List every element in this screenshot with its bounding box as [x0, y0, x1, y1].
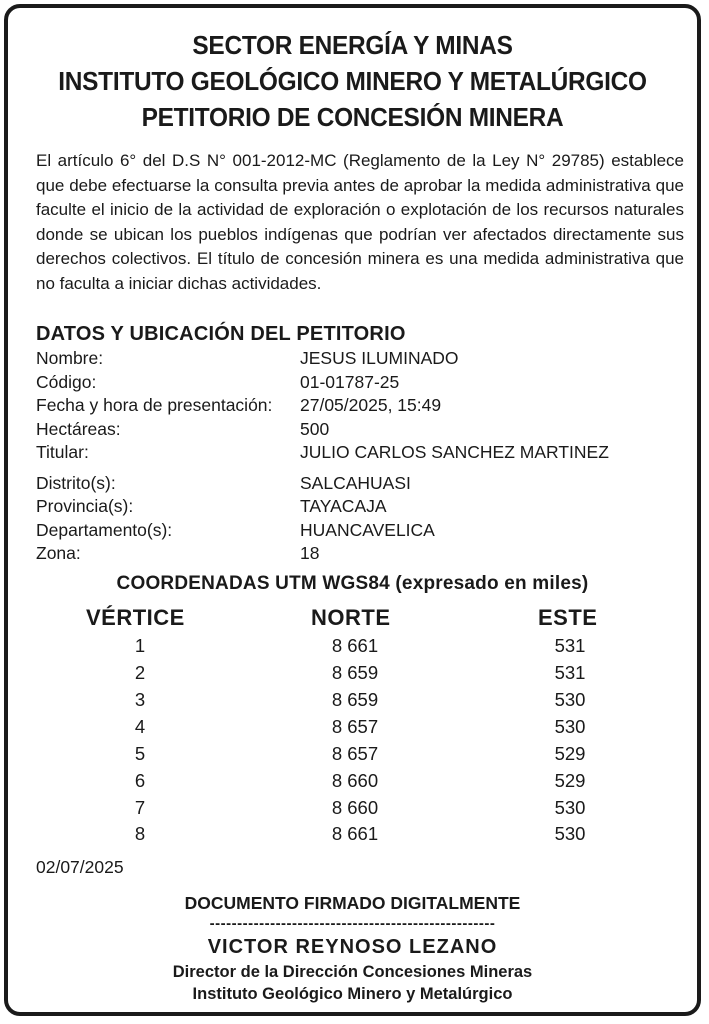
vertex-cell: 1	[134, 635, 146, 656]
field-value-titular: JULIO CARLOS SANCHEZ MARTINEZ	[300, 442, 609, 462]
header-institute: INSTITUTO GEOLÓGICO MINERO Y METALÚRGICO	[58, 66, 647, 96]
norte-cell: 8 659	[331, 662, 379, 683]
field-value-hectareas: 500	[300, 419, 330, 439]
este-cell: 530	[554, 689, 586, 710]
norte-cell: 8 659	[331, 689, 379, 710]
field-value-zona: 18	[300, 543, 320, 563]
vertex-cell: 4	[134, 716, 146, 737]
field-value-fecha: 27/05/2025, 15:49	[300, 395, 442, 415]
field-value-codigo: 01-01787-25	[300, 372, 400, 392]
coordinates-title: COORDENADAS UTM WGS84 (expresado en miles)	[116, 573, 589, 594]
field-label-zona: Zona:	[36, 543, 81, 563]
vertex-cell: 3	[134, 689, 146, 710]
field-value-departamento: HUANCAVELICA	[300, 520, 435, 540]
digital-signature-note: DOCUMENTO FIRMADO DIGITALMENTE	[184, 893, 521, 913]
field-value-distrito: SALCAHUASI	[300, 473, 411, 493]
este-cell: 529	[554, 770, 586, 791]
signer-name: VICTOR REYNOSO LEZANO	[207, 936, 498, 958]
notice-frame	[4, 4, 701, 1016]
field-label-distrito: Distrito(s):	[36, 473, 116, 493]
signer-institution: Instituto Geológico Minero y Metalúrgico	[192, 985, 513, 1003]
este-cell: 530	[554, 797, 586, 818]
norte-cell: 8 657	[331, 743, 379, 764]
norte-cell: 8 661	[331, 635, 379, 656]
este-cell: 530	[554, 716, 586, 737]
field-label-provincia: Provincia(s):	[36, 496, 134, 516]
publication-date: 02/07/2025	[36, 857, 124, 877]
field-label-titular: Titular:	[36, 442, 89, 462]
field-value-provincia: TAYACAJA	[300, 496, 387, 516]
norte-cell: 8 661	[331, 823, 379, 844]
intro-paragraph: El artículo 6° del D.S N° 001-2012-MC (Reglamento de la Ley N° 29785) establece que debe efectuarse la consulta previa antes de aprobar la medida administrativa que faculte el inicio de la actividad de exploración o explotación de los recursos naturales donde se ubican los pueblos indígenas que podrían ver afectados directamente sus derechos colectivos. El título de concesión minera es una medida administrativa que no faculta a iniciar dichas actividades.	[36, 151, 684, 293]
vertex-cell: 6	[134, 770, 146, 791]
este-cell: 530	[554, 823, 586, 844]
column-header-vertice: VÉRTICE	[86, 605, 185, 630]
este-cell: 531	[554, 662, 586, 683]
vertex-cell: 2	[134, 662, 146, 683]
field-label-fecha: Fecha y hora de presentación:	[36, 395, 273, 415]
signature-line: ----------------------------------------------------	[209, 915, 496, 932]
field-value-nombre: JESUS ILUMINADO	[300, 348, 459, 368]
field-label-departamento: Departamento(s):	[36, 520, 173, 540]
field-label-nombre: Nombre:	[36, 348, 104, 368]
vertex-cell: 7	[134, 797, 146, 818]
norte-cell: 8 660	[331, 797, 379, 818]
section-title: DATOS Y UBICACIÓN DEL PETITORIO	[36, 323, 406, 345]
este-cell: 529	[554, 743, 586, 764]
header-document-type: PETITORIO DE CONCESIÓN MINERA	[141, 102, 564, 132]
signer-role: Director de la Dirección Concesiones Mineras	[172, 963, 533, 981]
column-header-este: ESTE	[538, 605, 598, 630]
norte-cell: 8 657	[331, 716, 379, 737]
vertex-cell: 8	[134, 823, 146, 844]
este-cell: 531	[554, 635, 586, 656]
field-label-hectareas: Hectáreas:	[36, 419, 121, 439]
vertex-cell: 5	[134, 743, 146, 764]
column-header-norte: NORTE	[311, 605, 391, 630]
norte-cell: 8 660	[331, 770, 379, 791]
field-label-codigo: Código:	[36, 372, 97, 392]
header-sector: SECTOR ENERGÍA Y MINAS	[192, 30, 513, 60]
